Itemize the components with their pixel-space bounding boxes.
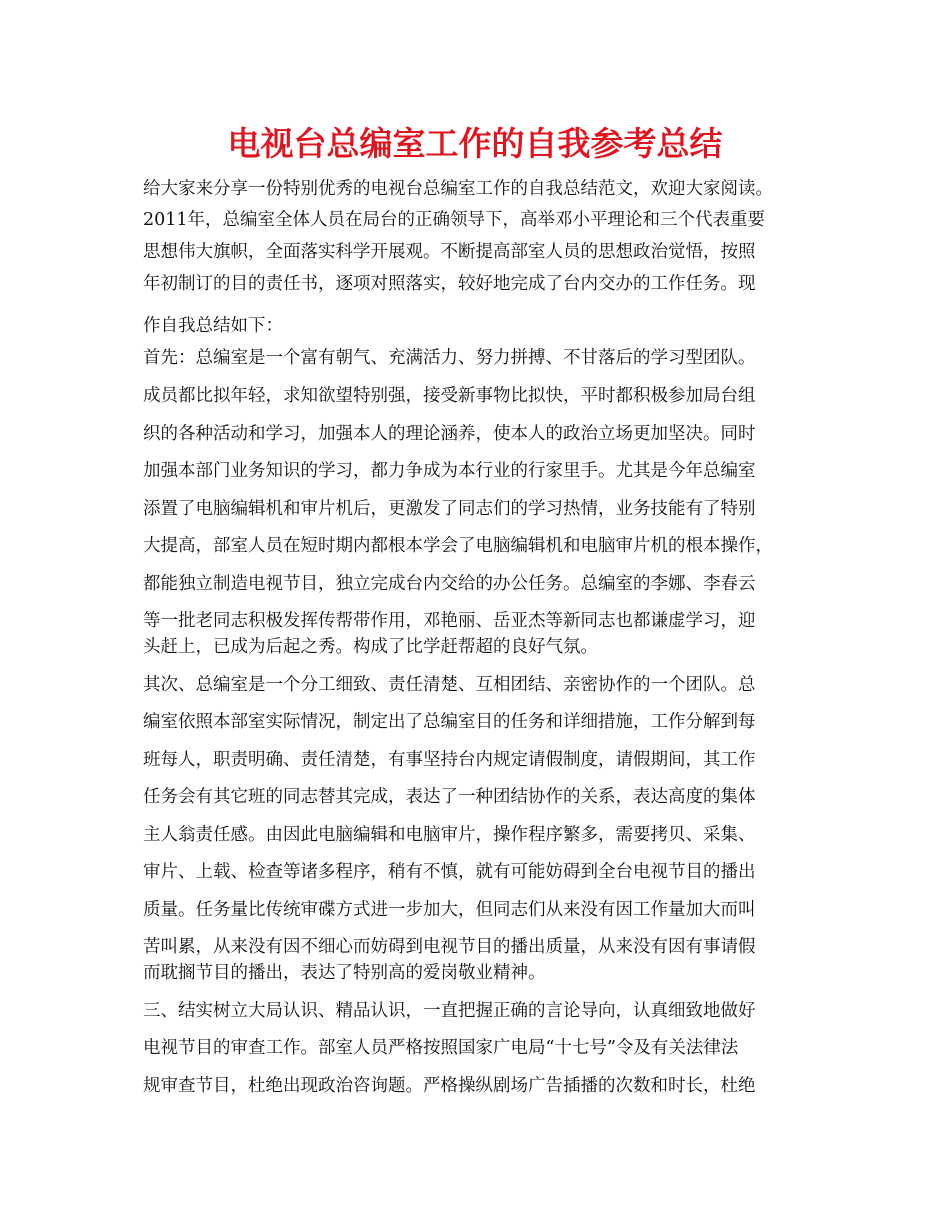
text-line: 都能独立制造电视节目，独立完成台内交给的办公任务。总编室的李娜、李春云 [143,574,756,594]
text-line: 作自我总结如下： [143,316,283,336]
text-line: 大提高，部室人员在短时期内都根本学会了电脑编辑机和电脑审片机的根本操作， [143,536,773,556]
text-line: 质量。任务量比传统审碟方式进一步加大，但同志们从来没有因工作量加大而叫 [143,900,756,920]
text-line: 规审查节目，杜绝出现政治咨询题。严格操纵剧场广告插播的次数和时长，杜绝 [143,1076,756,1096]
text-line: 头赶上，已成为后起之秀。构成了比学赶帮超的良好气氛。 [143,637,598,657]
text-line: 班每人，职责明确、责任清楚，有事坚持台内规定请假制度，请假期间，其工作 [143,750,756,770]
text-line: 等一批老同志积极发挥传帮带作用，邓艳丽、岳亚杰等新同志也都谦虚学习，迎 [143,611,756,631]
text-line: 成员都比拟年轻，求知欲望特别强，接受新事物比拟快，平时都积极参加局台组 [143,386,756,406]
text-line: 添置了电脑编辑机和审片机后，更激发了同志们的学习热情，业务技能有了特别 [143,499,756,519]
text-line: 其次、总编室是一个分工细致、责任清楚、互相团结、亲密协作的一个团队。总 [143,675,756,695]
text-line: 苦叫累，从来没有因不细心而妨碍到电视节目的播出质量，从来没有因有事请假 [143,937,756,957]
text-line: 而耽搁节目的播出，表达了特别高的爱岗敬业精神。 [143,963,546,983]
text-line: 任务会有其它班的同志替其完成，表达了一种团结协作的关系，表达高度的集体 [143,787,756,807]
text-line: 给大家来分享一份特别优秀的电视台总编室工作的自我总结范文，欢迎大家阅读。 [143,179,773,199]
text-line: 三、结实树立大局认识、精品认识，一直把握正确的言论导向，认真细致地做好 [143,1001,756,1021]
text-line: 思想伟大旗帜，全面落实科学开展观。不断提高部室人员的思想政治觉悟，按照 [143,242,756,262]
text-line: 首先：总编室是一个富有朝气、充满活力、努力拼搏、不甘落后的学习型团队。 [143,348,756,368]
text-line: 编室依照本部室实际情况，制定出了总编室目的任务和详细措施，工作分解到每 [143,712,756,732]
text-line: 年初制订的目的责任书，逐项对照落实，较好地完成了台内交办的工作任务。现 [143,274,756,294]
text-line: 电视节目的审查工作。部室人员严格按照国家广电局“十七号”令及有关法律法 [143,1038,739,1058]
text-line: 加强本部门业务知识的学习，都力争成为本行业的行家里手。尤其是今年总编室 [143,461,756,481]
text-line: 织的各种活动和学习，加强本人的理论涵养，使本人的政治立场更加坚决。同时 [143,424,756,444]
document-title: 电视台总编室工作的自我参考总结 [227,124,723,163]
text-line: 2011年，总编室全体人员在局台的正确领导下，高举邓小平理论和三个代表重要 [143,210,766,230]
text-line: 审片、上载、检查等诸多程序，稍有不慎，就有可能妨碍到全台电视节目的播出 [143,862,756,882]
text-line: 主人翁责任感。由因此电脑编辑和电脑审片，操作程序繁多，需要拷贝、采集、 [143,825,756,845]
